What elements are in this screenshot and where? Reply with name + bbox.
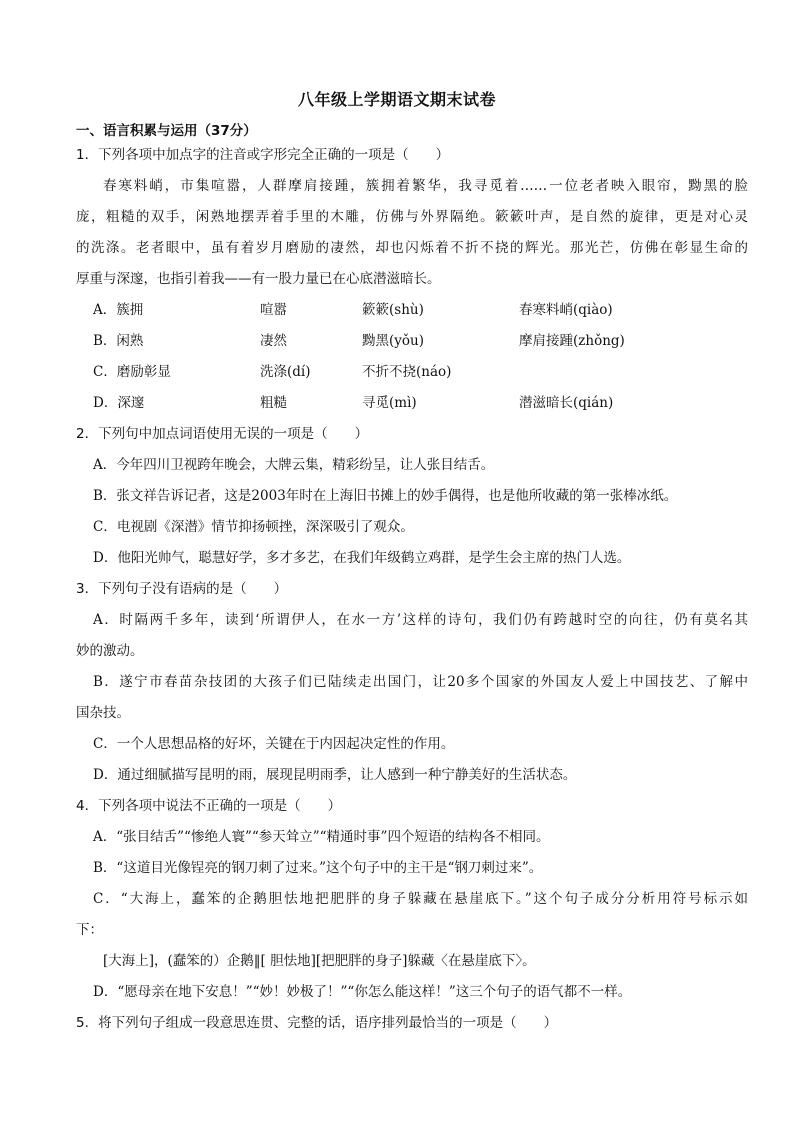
option-cell: 黝黑(yǒu) — [362, 333, 424, 349]
option-cell: 凄然 — [260, 333, 287, 349]
section-heading: 一、语言积累与运用（37分） — [76, 123, 257, 139]
q1-passage-line: 春寒料峭，市集喧嚣，人群摩肩接踵，簇拥着繁华，我寻觅着……一位老者映入眼帘，黝黑的脸 — [103, 178, 748, 194]
q3-option-c[interactable]: C．一个人思想品格的好坏，关键在于内因起决定性的作用。 — [93, 736, 455, 752]
q2-option-c[interactable]: C．电视剧《深潜》情节抑扬顿挫，深深吸引了观众。 — [93, 519, 414, 535]
q4-option-a[interactable]: A．“张目结舌”“惨绝人寰”“参天耸立”“精通时事”四个短语的结构各不相同。 — [93, 829, 550, 845]
option-cell: 不折不挠(náo) — [362, 364, 452, 380]
q3-option-b-cont: 国杂技。 — [76, 705, 130, 721]
q2-option-a[interactable]: A．今年四川卫视跨年晚会，大牌云集，精彩纷呈，让人张目结舌。 — [93, 457, 495, 473]
option-cell: 潜滋暗长(qián) — [519, 395, 614, 411]
q4-option-c[interactable]: C．“大海上，蠢笨的企鹅胆怯地把肥胖的身子躲藏在悬崖底下。”这个句子成分分析用符号标示如 — [93, 891, 748, 907]
option-cell: 簌簌(shù) — [362, 302, 424, 318]
page-title: 八年级上学期语文期末试卷 — [297, 90, 496, 109]
option-cell: 春寒料峭(qiào) — [519, 302, 613, 318]
q4-option-d[interactable]: D．“愿母亲在地下安息！”“妙！妙极了！”“你怎么能这样！”这三个句子的语气都不一样。 — [93, 984, 632, 1000]
q1-option-a[interactable] — [76, 295, 748, 326]
q3-option-b[interactable]: B．遂宁市春苗杂技团的大孩子们已陆续走出国门，让20多个国家的外国友人爱上中国技艺、了解中 — [93, 674, 748, 690]
option-cell: 摩肩接踵(zhǒng) — [519, 333, 625, 349]
option-cell: 喧嚣 — [260, 302, 287, 318]
q4-option-b[interactable]: B．“这道目光像锃亮的钢刀刺了过来。”这个句子中的主干是“钢刀刺过来”。 — [93, 860, 543, 876]
q1-passage-line: 庞，粗糙的双手，闲熟地摆弄着手里的木雕，仿佛与外界隔绝。簌簌叶声，是自然的旋律，更是对心灵 — [76, 209, 748, 225]
exam-content — [76, 140, 748, 1039]
q4-sentence-analysis: [大海上]，(蠢笨的）企鹅‖[ 胆怯地][把肥胖的身子]躲藏〈在悬崖底下〉。 — [103, 953, 536, 969]
question-4-stem: 4．下列各项中说法不正确的一项是（ ） — [76, 798, 342, 814]
option-cell: B．闲熟 — [93, 333, 144, 349]
q1-passage-line: 厚重与深邃，也指引着我——有一股力量已在心底潜滋暗长。 — [76, 271, 441, 287]
q1-option-d[interactable] — [76, 388, 748, 419]
option-cell: C．磨励彰显 — [93, 364, 171, 380]
q2-option-d[interactable]: D．他阳光帅气，聪慧好学，多才多艺，在我们年级鹤立鸡群，是学生会主席的热门人选。 — [93, 550, 631, 566]
q1-option-c[interactable] — [76, 357, 748, 388]
q3-option-a-cont: 妙的激动。 — [76, 643, 144, 659]
question-5-stem: 5．将下列句子组成一段意思连贯、完整的话，语序排列最恰当的一项是（ ） — [76, 1015, 558, 1031]
question-3-stem: 3．下列句子没有语病的是（ ） — [76, 581, 288, 597]
option-cell: D．深邃 — [93, 395, 145, 411]
q1-passage-line: 的洗涤。老者眼中，虽有着岁月磨励的凄然，却也闪烁着不折不挠的辉光。那光芒，仿佛在彰显生命的 — [76, 240, 748, 256]
q4-option-c-cont: 下： — [76, 922, 103, 938]
option-cell: 粗糙 — [260, 395, 287, 411]
option-cell: A．簇拥 — [93, 302, 144, 318]
q3-option-a[interactable]: A．时隔两千多年，读到‘所谓伊人，在水一方’这样的诗句，我们仍有跨越时空的向往，仍有莫名其 — [93, 612, 748, 628]
q3-option-d[interactable]: D．通过细腻描写昆明的雨，展现昆明雨季，让人感到一种宁静美好的生活状态。 — [93, 767, 577, 783]
option-cell: 寻觅(mì) — [362, 395, 417, 411]
question-1-stem: 1．下列各项中加点字的注音或字形完全正确的一项是（ ） — [76, 147, 450, 163]
question-2-stem: 2．下列句中加点词语使用无误的一项是（ ） — [76, 426, 369, 442]
q2-option-b[interactable]: B．张文祥告诉记者，这是2003年时在上海旧书摊上的妙手偶得，也是他所收藏的第一张棒冰纸。 — [93, 488, 678, 504]
option-cell: 洗涤(dí) — [260, 364, 311, 380]
q1-option-b[interactable] — [76, 326, 748, 357]
